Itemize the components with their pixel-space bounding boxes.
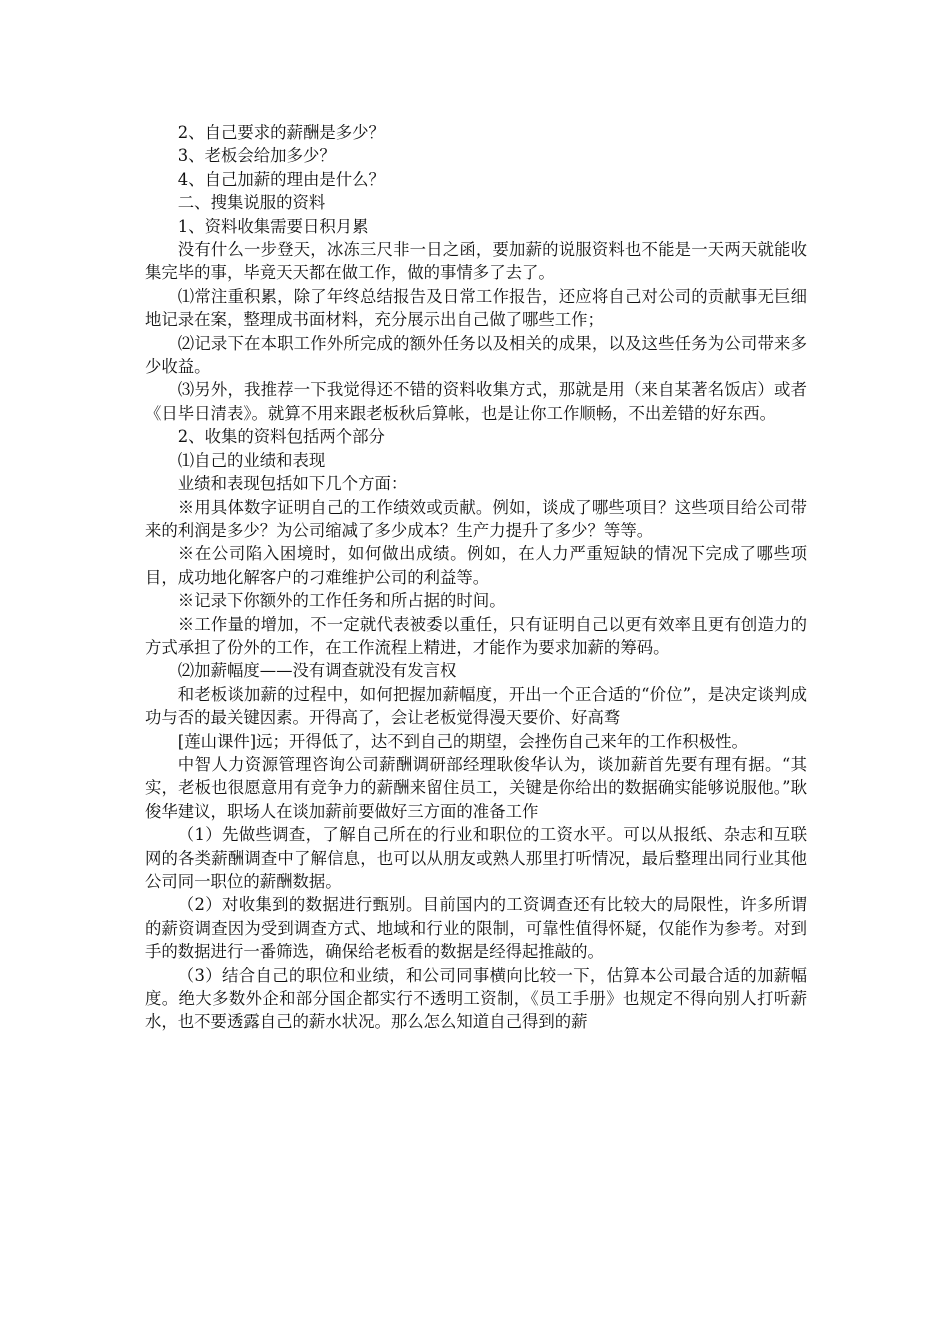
paragraph-14: ※在公司陷入困境时，如何做出成绩。例如，在人力严重短缺的情况下完成了哪些项目，成功地化解客户的刁难维护公司的利益等。 — [145, 544, 807, 587]
paragraph-3: 4、自己加薪的理由是什么？ — [177, 169, 385, 189]
paragraph-1: 2、自己要求的薪酬是多少？ — [177, 123, 385, 142]
paragraph-12: 业绩和表现包括如下几个方面： — [177, 474, 408, 494]
paragraph-18: 和老板谈加薪的过程中，如何把握加薪幅度，开出一个正合适的“价位”，是决定谈判成功与否的最关键因素。开得高了，会让老板觉得漫天要价、好高骛 — [145, 684, 807, 728]
subsection-heading: 1、资料收集需要日积月累 — [177, 216, 369, 236]
paragraph-15: ※记录下你额外的工作任务和所占据的时间。 — [177, 591, 506, 611]
document-body — [145, 121, 807, 1034]
paragraph-17: ⑵加薪幅度——没有调查就没有发言权 — [177, 661, 457, 681]
paragraph-21: （1）先做些调查，了解自己所在的行业和职位的工资水平。可以从报纸、杂志和互联网的各类薪酬调查中了解信息，也可以从朋友或熟人那里打听情况，最后整理出同行业其他公司同一职位的薪酬数据。 — [145, 825, 807, 891]
paragraph-20: 中智人力资源管理咨询公司薪酬调研部经理耿俊华认为，谈加薪首先要有理有据。“其实，老板也很愿意用有竞争力的薪酬来留住员工，关键是你给出的数据确实能够说服他。”耿俊华建议，职场人在谈加薪前要做好三方面的准备工作 — [145, 754, 807, 821]
paragraph-23: （3）结合自己的职位和业绩，和公司同事横向比较一下，估算本公司最合适的加薪幅度。绝大多数外企和部分国企都实行不透明工资制，《员工手册》也规定不得向别人打听薪水，也不要透露自己的薪水状况。那么怎么知道自己得到的薪 — [145, 965, 807, 1032]
paragraph-7: ⑴常注重积累，除了年终总结报告及日常工作报告，还应将自己对公司的贡献事无巨细地记录在案，整理成书面材料，充分展示出自己做了哪些工作； — [145, 286, 807, 330]
section-heading: 二、搜集说服的资料 — [177, 193, 326, 213]
paragraph-22: （2）对收集到的数据进行甄别。目前国内的工资调查还有比较大的局限性，许多所谓的薪资调查因为受到调查方式、地域和行业的限制，可靠性值得怀疑，仅能作为参考。对到手的数据进行一番筛选，确保给老板看的数据是经得起推敲的。 — [145, 895, 807, 962]
paragraph-13: ※用具体数字证明自己的工作绩效或贡献。例如，谈成了哪些项目？这些项目给公司带来的利润是多少？为公司缩减了多少成本？生产力提升了多少？等等。 — [145, 497, 807, 540]
paragraph-9: ⑶另外，我推荐一下我觉得还不错的资料收集方式，那就是用（来自某著名饭店）或者《日毕日清表》。就算不用来跟老板秋后算帐，也是让你工作顺畅，不出差错的好东西。 — [145, 380, 807, 423]
paragraph-2: 3、老板会给加多少？ — [177, 146, 336, 166]
subsection-heading-2: 2、收集的资料包括两个部分 — [177, 427, 385, 447]
paragraph-6: 没有什么一步登天，冰冻三尺非一日之函，要加薪的说服资料也不能是一天两天就能收集完毕的事，毕竟天天都在做工作，做的事情多了去了。 — [145, 240, 807, 283]
paragraph-19: [莲山课件]远；开得低了，达不到自己的期望，会挫伤自己来年的工作积极性。 — [177, 731, 748, 751]
paragraph-8: ⑵记录下在本职工作外所完成的额外任务以及相关的成果，以及这些任务为公司带来多少收益。 — [145, 333, 807, 377]
paragraph-11: ⑴自己的业绩和表现 — [177, 450, 326, 470]
paragraph-16: ※工作量的增加，不一定就代表被委以重任，只有证明自己以更有效率且更有创造力的方式承担了份外的工作，在工作流程上精进，才能作为要求加薪的筹码。 — [145, 614, 807, 657]
